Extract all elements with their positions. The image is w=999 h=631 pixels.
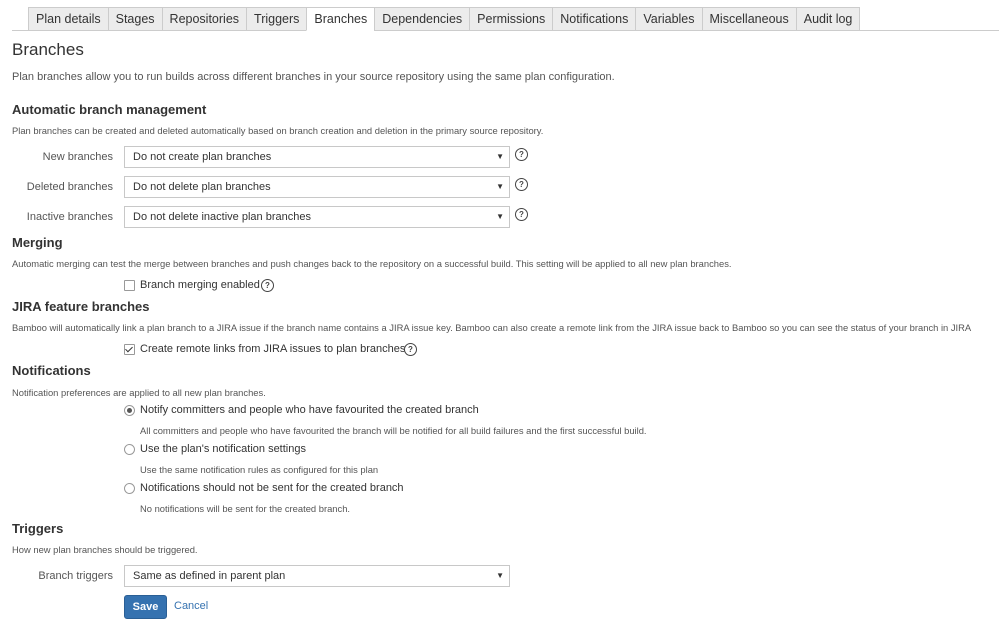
tab-miscellaneous[interactable]: Miscellaneous: [702, 7, 796, 31]
plan-notification-radio[interactable]: [124, 444, 135, 455]
triggers-description: How new plan branches should be triggered.: [12, 544, 198, 555]
deleted-branches-value: Do not delete plan branches: [133, 181, 271, 193]
chevron-down-icon: ▼: [496, 571, 504, 580]
save-button[interactable]: Save: [124, 595, 167, 619]
branch-triggers-select[interactable]: [124, 565, 510, 587]
deleted-branches-label: Deleted branches: [26, 181, 113, 193]
chevron-down-icon: ▼: [496, 152, 504, 161]
auto-branch-heading: Automatic branch management: [12, 102, 207, 117]
merging-description: Automatic merging can test the merge between branches and push changes back to the repository on a successful build. This setting will be applied to all new plan branches.: [12, 258, 732, 269]
branch-triggers-value: Same as defined in parent plan: [133, 570, 286, 582]
help-icon[interactable]: ?: [261, 279, 274, 292]
no-notifications-radio[interactable]: [124, 483, 135, 494]
branch-triggers-label: Branch triggers: [38, 570, 113, 582]
tab-dependencies[interactable]: Dependencies: [374, 7, 469, 31]
auto-branch-description: Plan branches can be created and deleted automatically based on branch creation and deletion in the primary source repository.: [12, 125, 544, 136]
tab-branches[interactable]: Branches: [306, 7, 374, 31]
tabs: [28, 7, 860, 31]
cancel-link[interactable]: Cancel: [174, 600, 209, 612]
new-branches-value: Do not create plan branches: [133, 151, 272, 163]
help-icon[interactable]: ?: [515, 148, 528, 161]
jira-remote-links-checkbox[interactable]: [124, 344, 135, 355]
tab-notifications[interactable]: Notifications: [552, 7, 635, 31]
tab-repositories[interactable]: Repositories: [162, 7, 246, 31]
page-title: Branches: [12, 40, 84, 59]
tab-bar: [0, 0, 999, 31]
notify-committers-sub: All committers and people who have favourited the branch will be notified for all build failures and the first successful build.: [140, 425, 647, 436]
new-branches-label: New branches: [42, 151, 113, 163]
page-description: Plan branches allow you to run builds across different branches in your source repository using the same plan configuration.: [12, 71, 615, 83]
help-icon[interactable]: ?: [515, 208, 528, 221]
plan-notification-sub: Use the same notification rules as configured for this plan: [140, 464, 379, 475]
inactive-branches-label: Inactive branches: [26, 211, 113, 223]
deleted-branches-select[interactable]: [124, 176, 510, 198]
help-icon[interactable]: ?: [404, 343, 417, 356]
jira-heading: JIRA feature branches: [12, 299, 150, 314]
tab-plan-details[interactable]: Plan details: [28, 7, 108, 31]
tab-audit-log[interactable]: Audit log: [796, 7, 861, 31]
inactive-branches-value: Do not delete inactive plan branches: [133, 211, 311, 223]
help-icon[interactable]: ?: [515, 178, 528, 191]
notify-committers-label: Notify committers and people who have favourited the created branch: [140, 404, 479, 416]
inactive-branches-select[interactable]: [124, 206, 510, 228]
jira-remote-links-label: Create remote links from JIRA issues to plan branches: [140, 343, 406, 355]
tab-triggers[interactable]: Triggers: [246, 7, 306, 31]
tab-permissions[interactable]: Permissions: [469, 7, 552, 31]
notify-committers-radio[interactable]: [124, 405, 135, 416]
branch-merging-checkbox[interactable]: [124, 280, 135, 291]
merging-heading: Merging: [12, 235, 63, 250]
chevron-down-icon: ▼: [496, 182, 504, 191]
triggers-heading: Triggers: [12, 521, 64, 536]
notifications-heading: Notifications: [12, 363, 91, 378]
chevron-down-icon: ▼: [496, 212, 504, 221]
no-notifications-sub: No notifications will be sent for the created branch.: [140, 503, 351, 514]
jira-description: Bamboo will automatically link a plan branch to a JIRA issue if the branch name contains a JIRA issue key. Bamboo can also create a remote link from the JIRA issue back to Bamboo so you can see the status of your branch in JIRA: [12, 322, 972, 333]
notifications-description: Notification preferences are applied to all new plan branches.: [12, 387, 266, 398]
branch-merging-label: Branch merging enabled: [140, 279, 260, 291]
tab-variables[interactable]: Variables: [635, 7, 701, 31]
no-notifications-label: Notifications should not be sent for the created branch: [140, 482, 404, 494]
plan-notification-label: Use the plan's notification settings: [140, 443, 306, 455]
new-branches-select[interactable]: [124, 146, 510, 168]
tab-stages[interactable]: Stages: [108, 7, 162, 31]
